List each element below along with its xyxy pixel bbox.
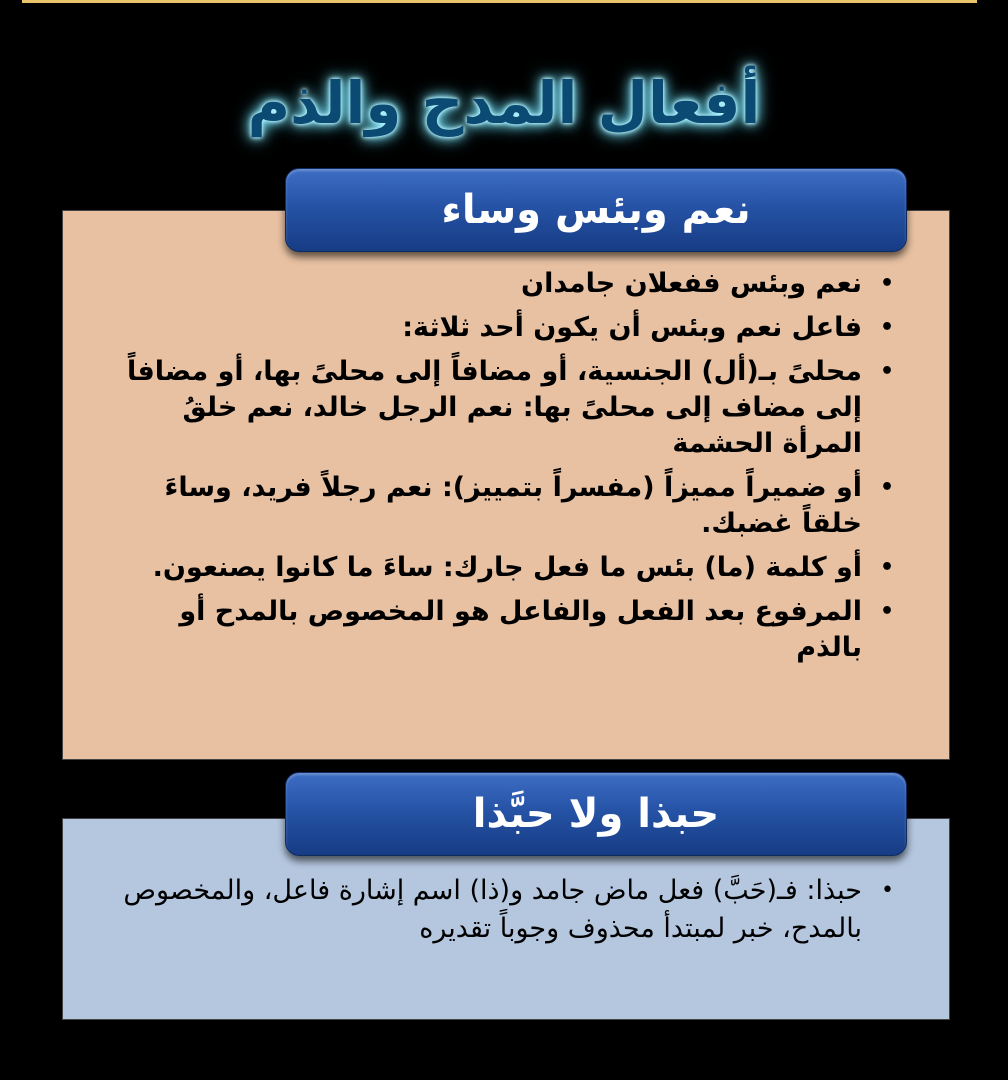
list-item xyxy=(110,872,896,948)
bullet-icon: • xyxy=(879,271,894,296)
list-item-text: المرفوع بعد الفعل والفاعل هو المخصوص بالمدح أو بالذم xyxy=(179,596,862,663)
bullet-icon: • xyxy=(879,475,894,500)
list-item-text: أو كلمة (ما) بئس ما فعل جارك: ساءَ ما كانوا يصنعون. xyxy=(152,552,862,583)
bullet-icon: • xyxy=(881,878,894,903)
list-item xyxy=(110,354,896,462)
rules-list-habbatha xyxy=(110,872,896,956)
section-heading-naam-bias: نعم وبئس وساء xyxy=(285,168,907,252)
bullet-icon: • xyxy=(879,359,894,384)
list-item xyxy=(110,550,896,586)
list-item-text: حبذا: فـ(حَبَّ) فعل ماض جامد و(ذا) اسم إشارة فاعل، والمخصوص بالمدح، خبر لمبتدأ محذوف وجوباً تقديره xyxy=(123,875,862,944)
top-accent-strip xyxy=(22,0,977,3)
list-item-text: فاعل نعم وبئس أن يكون أحد ثلاثة: xyxy=(402,312,862,343)
section-heading-habbatha: حبذا ولا حبَّذا xyxy=(285,772,907,856)
page-title: أفعال المدح والذم xyxy=(247,69,761,137)
list-item-text: أو ضميراً مميزاً (مفسراً بتمييز): نعم رجلاً فريد، وساءَ خلقاً غضبك. xyxy=(164,472,862,539)
bullet-icon: • xyxy=(879,599,894,624)
list-item xyxy=(110,594,896,666)
list-item-text: نعم وبئس ففعلان جامدان xyxy=(521,268,862,299)
list-item xyxy=(110,310,896,346)
rules-list-naam-bias xyxy=(110,266,896,674)
list-item-text: محلىً بـ(أل) الجنسية، أو مضافاً إلى محلىً بها، أو مضافاً إلى مضاف إلى محلىً بها: نعم الرجل خالد، نعم خلقُ المرأة الحشمة xyxy=(126,356,862,459)
bullet-icon: • xyxy=(879,555,894,580)
list-item xyxy=(110,470,896,542)
list-item xyxy=(110,266,896,302)
bullet-icon: • xyxy=(879,315,894,340)
